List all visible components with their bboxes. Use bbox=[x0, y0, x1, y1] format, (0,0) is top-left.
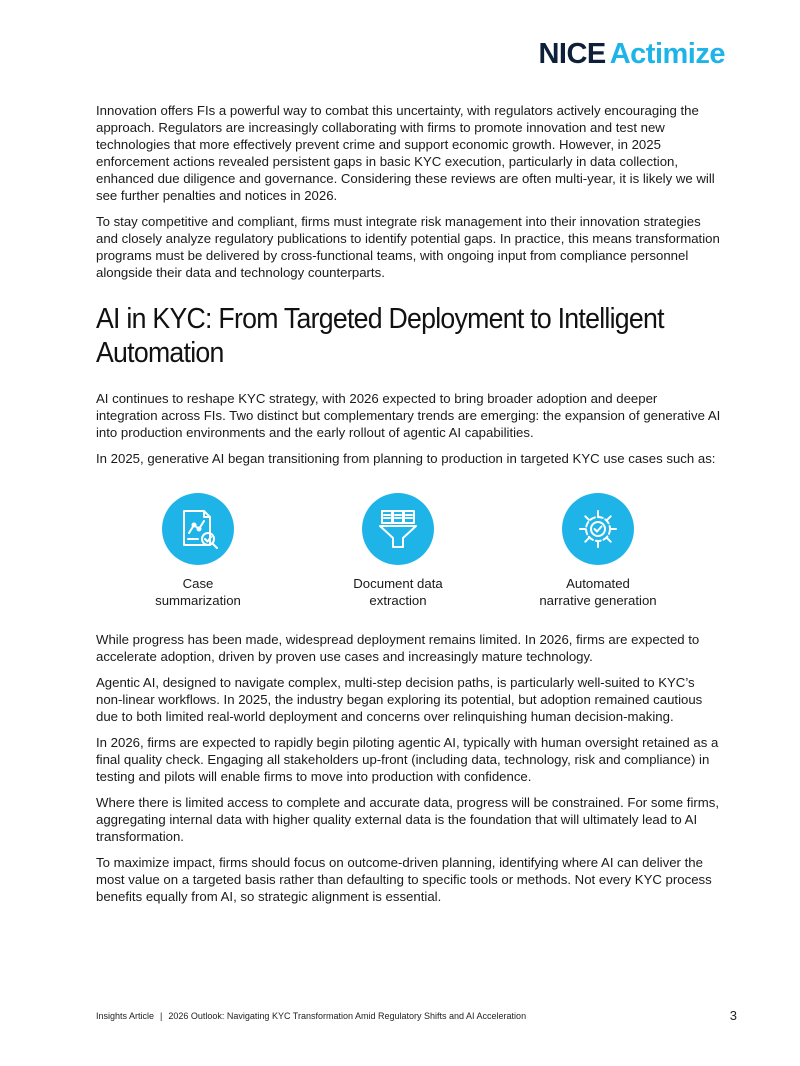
use-cases bbox=[98, 493, 698, 609]
page-number: 3 bbox=[729, 1008, 737, 1023]
use-case-label-line1: Automated bbox=[566, 576, 630, 591]
nice-actimize-logo bbox=[538, 38, 725, 70]
use-case-document-data-extraction bbox=[298, 493, 498, 609]
intro-paragraph-2: To stay competitive and compliant, firms must integrate risk management into their innovation strategies and closely analyze regulatory publications to identify potential gaps. In practice, this means transformation programs must be delivered by cross-functional teams, with ongoing input from compliance personnel alongside their data and technology counterparts. bbox=[96, 214, 720, 280]
use-case-label-line1: Case bbox=[182, 576, 214, 591]
logo-actimize: Actimize bbox=[609, 38, 725, 70]
body-paragraph-1: While progress has been made, widespread deployment remains limited. In 2026, firms are expected to accelerate adoption, driven by proven use cases and increasingly mature technology. bbox=[96, 632, 700, 664]
footer-title: 2026 Outlook: Navigating KYC Transformation Amid Regulatory Shifts and AI Acceleration bbox=[168, 1010, 527, 1021]
page-footer bbox=[96, 1008, 737, 1023]
use-case-label-line2: extraction bbox=[369, 593, 427, 608]
use-case-label-line2: narrative generation bbox=[539, 593, 657, 608]
use-case-label-line2: summarization bbox=[155, 593, 241, 608]
footer-text bbox=[96, 1011, 526, 1021]
intro-paragraph-1: Innovation offers FIs a powerful way to combat this uncertainty, with regulators actively encouraging the approach. Regulators are increasingly collaborating with firms to promote innovation and test new technologies that more effectively prevent crime and support economic growth. However, in 2025 enforcement actions revealed persistent gaps in basic KYC execution, particularly in data collection, enhanced due diligence and governance. Considering these reviews are often multi-year, it is likely we will see further penalties and notices in 2026. bbox=[96, 103, 715, 203]
footer-label: Insights Article bbox=[96, 1010, 155, 1021]
section-heading: AI in KYC: From Targeted Deployment to Intelligent Automation bbox=[96, 303, 664, 369]
section-paragraph-2: In 2025, generative AI began transitioning from planning to production in targeted KYC use cases such as: bbox=[96, 451, 716, 466]
footer-separator: | bbox=[160, 1010, 163, 1021]
funnel-documents-icon bbox=[362, 493, 434, 565]
body-paragraph-5: To maximize impact, firms should focus on outcome-driven planning, identifying where AI can deliver the most value on a targeted basis rather than defaulting to specific tools or methods. Not every KYC process benefits equally from AI, so strategic alignment is essential. bbox=[96, 855, 712, 904]
document-analysis-icon bbox=[162, 493, 234, 565]
article-content bbox=[96, 102, 721, 914]
use-case-automated-narrative-generation bbox=[498, 493, 698, 609]
use-case-label-line1: Document data bbox=[353, 576, 443, 591]
body-paragraph-4: Where there is limited access to complete and accurate data, progress will be constrained. For some firms, aggregating internal data with higher quality external data is the foundation that will ultimately lead to AI transformation. bbox=[96, 795, 720, 844]
body-paragraph-3: In 2026, firms are expected to rapidly begin piloting agentic AI, typically with human oversight retained as a final quality check. Engaging all stakeholders up-front (including data, technology, risk and compliance) in testing and pilots will enable firms to move into production with confidence. bbox=[96, 735, 719, 784]
section-paragraph-1: AI continues to reshape KYC strategy, with 2026 expected to bring broader adoption and deeper integration across FIs. Two distinct but complementary trends are emerging: the expansion of generative AI into production environments and the early rollout of agentic AI capabilities. bbox=[96, 391, 721, 440]
body-paragraph-2: Agentic AI, designed to navigate complex, multi-step decision paths, is particularly well-suited to KYC’s non-linear workflows. In 2025, the industry began exploring its potential, but adoption remained cautious due to both limited real-world deployment and concerns over relinquishing human decision-making. bbox=[96, 675, 703, 724]
gear-check-icon bbox=[562, 493, 634, 565]
logo-nice: NICE bbox=[538, 38, 606, 70]
use-case-case-summarization bbox=[98, 493, 298, 609]
